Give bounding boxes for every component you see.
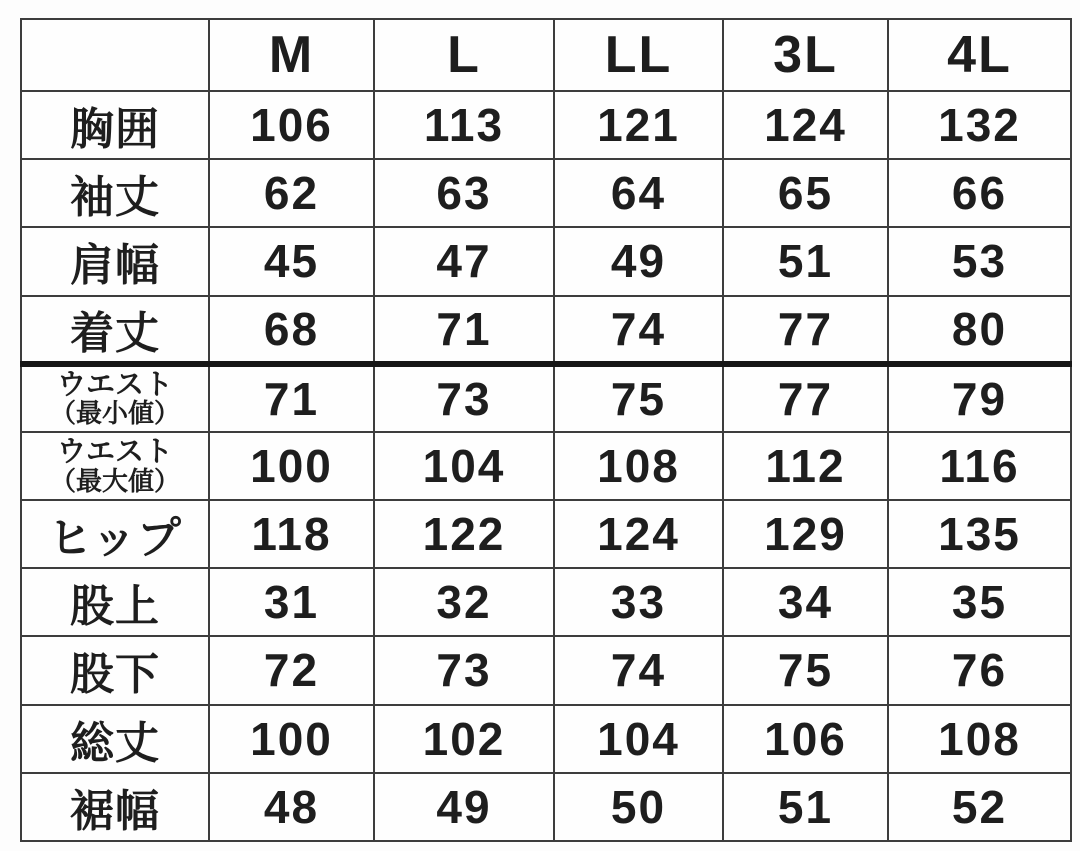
size-value-cell: 102 — [374, 705, 554, 773]
table-row — [21, 500, 1071, 568]
size-value-cell: 108 — [554, 432, 723, 500]
size-value-cell: 65 — [723, 159, 888, 227]
row-sublabel: （最大値） — [49, 465, 180, 496]
table-row — [21, 296, 1071, 364]
size-value-cell: 71 — [374, 296, 554, 364]
size-value-cell: 64 — [554, 159, 723, 227]
size-value-cell: 124 — [554, 500, 723, 568]
table-row — [21, 364, 1071, 432]
size-value-cell: 32 — [374, 568, 554, 636]
size-value-cell: 135 — [888, 500, 1071, 568]
size-value-cell: 68 — [209, 296, 374, 364]
size-value-cell: 49 — [374, 773, 554, 841]
size-value-cell: 48 — [209, 773, 374, 841]
size-value-cell: 75 — [554, 364, 723, 432]
size-value-cell: 106 — [209, 91, 374, 159]
size-value-cell: 75 — [723, 636, 888, 704]
table-row — [21, 91, 1071, 159]
size-value-cell: 79 — [888, 364, 1071, 432]
row-label: 着丈 — [21, 296, 209, 364]
size-value-cell: 72 — [209, 636, 374, 704]
size-value-cell: 71 — [209, 364, 374, 432]
table-row — [21, 227, 1071, 295]
measurement-rows — [21, 91, 1071, 841]
size-value-cell: 51 — [723, 773, 888, 841]
size-value-cell: 104 — [554, 705, 723, 773]
size-value-cell: 52 — [888, 773, 1071, 841]
size-value-cell: 66 — [888, 159, 1071, 227]
size-value-cell: 80 — [888, 296, 1071, 364]
size-value-cell: 108 — [888, 705, 1071, 773]
size-value-cell: 118 — [209, 500, 374, 568]
size-value-cell: 47 — [374, 227, 554, 295]
size-header-LL: LL — [554, 19, 723, 91]
table-row — [21, 773, 1071, 841]
size-value-cell: 116 — [888, 432, 1071, 500]
size-value-cell: 132 — [888, 91, 1071, 159]
table-row — [21, 705, 1071, 773]
row-label: 肩幅 — [21, 227, 209, 295]
row-label: 胸囲 — [21, 91, 209, 159]
size-value-cell: 34 — [723, 568, 888, 636]
size-value-cell: 74 — [554, 296, 723, 364]
size-value-cell: 73 — [374, 636, 554, 704]
size-value-cell: 100 — [209, 432, 374, 500]
size-value-cell: 50 — [554, 773, 723, 841]
size-value-cell: 49 — [554, 227, 723, 295]
row-sublabel: （最小値） — [49, 398, 180, 429]
size-value-cell: 63 — [374, 159, 554, 227]
size-value-cell: 122 — [374, 500, 554, 568]
size-value-cell: 31 — [209, 568, 374, 636]
size-value-cell: 77 — [723, 296, 888, 364]
size-value-cell: 76 — [888, 636, 1071, 704]
row-label: 裾幅 — [21, 773, 209, 841]
size-value-cell: 74 — [554, 636, 723, 704]
row-label: ヒップ — [21, 500, 209, 568]
size-value-cell: 113 — [374, 91, 554, 159]
size-header-L: L — [374, 19, 554, 91]
size-value-cell: 62 — [209, 159, 374, 227]
row-label: 股下 — [21, 636, 209, 704]
size-value-cell: 53 — [888, 227, 1071, 295]
size-value-cell: 51 — [723, 227, 888, 295]
size-chart-table — [20, 18, 1072, 842]
size-value-cell: 129 — [723, 500, 888, 568]
table-row — [21, 159, 1071, 227]
size-value-cell: 45 — [209, 227, 374, 295]
size-value-cell: 106 — [723, 705, 888, 773]
row-label: ウエスト （最大値） — [21, 432, 209, 500]
size-header-4L: 4L — [888, 19, 1071, 91]
row-label: 股上 — [21, 568, 209, 636]
table-row — [21, 568, 1071, 636]
size-value-cell: 104 — [374, 432, 554, 500]
size-value-cell: 121 — [554, 91, 723, 159]
size-value-cell: 77 — [723, 364, 888, 432]
size-value-cell: 100 — [209, 705, 374, 773]
corner-cell — [21, 19, 209, 91]
table-row — [21, 432, 1071, 500]
size-header-M: M — [209, 19, 374, 91]
row-label: ウエスト （最小値） — [21, 364, 209, 432]
size-chart-table-wrap — [20, 18, 1070, 842]
table-row — [21, 636, 1071, 704]
size-value-cell: 73 — [374, 364, 554, 432]
size-value-cell: 33 — [554, 568, 723, 636]
row-label: 総丈 — [21, 705, 209, 773]
size-value-cell: 124 — [723, 91, 888, 159]
size-value-cell: 35 — [888, 568, 1071, 636]
size-header-row — [21, 19, 1071, 91]
row-label: 袖丈 — [21, 159, 209, 227]
size-header-3L: 3L — [723, 19, 888, 91]
size-value-cell: 112 — [723, 432, 888, 500]
